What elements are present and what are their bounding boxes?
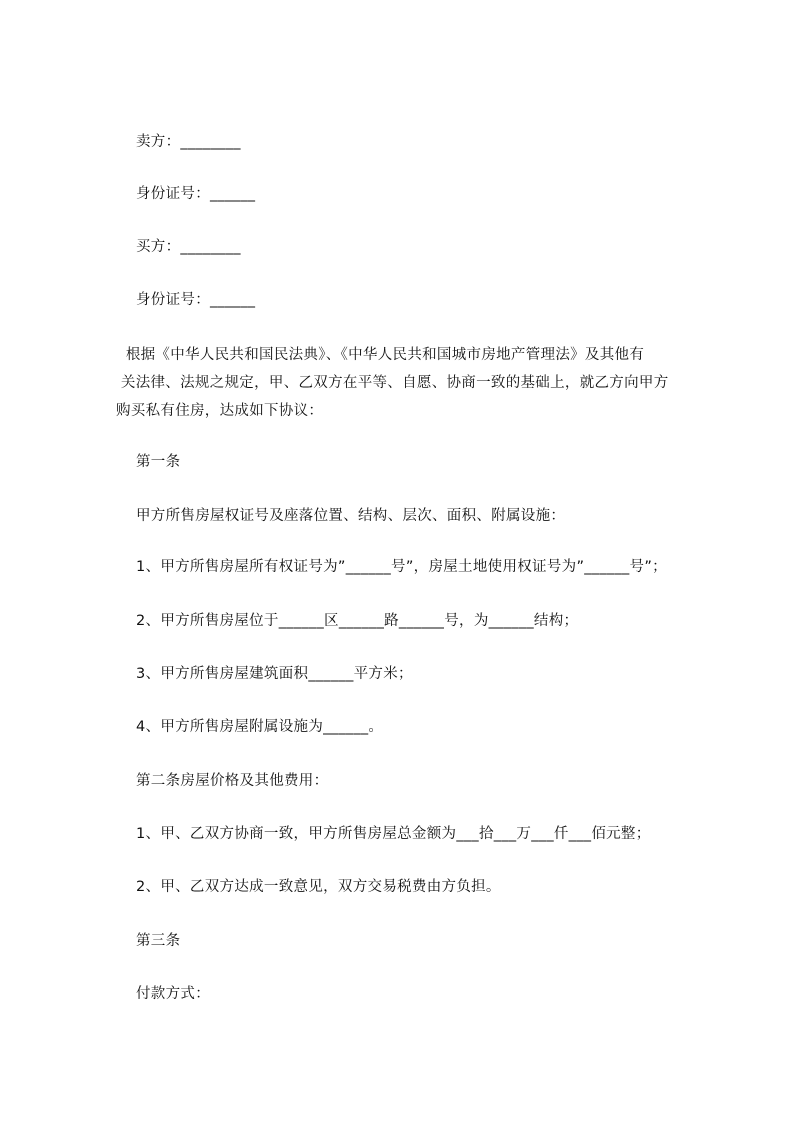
article3-heading: 第三条 [136, 933, 181, 949]
preamble-line: 关法律、法规之规定，甲、乙双方在平等、自愿、协商一致的基础上，就乙方向甲方 [116, 375, 669, 391]
article2-heading: 第二条房屋价格及其他费用： [136, 773, 329, 789]
article1-item: 2、甲方所售房屋位于______区______路______号，为______结构； [136, 613, 579, 629]
article2-item: 2、甲、乙双方达成一致意见，双方交易税费由方负担。 [136, 879, 501, 895]
buyer-line: 买方：________ [136, 239, 241, 255]
article1-intro: 甲方所售房屋权证号及座落位置、结构、层次、面积、附属设施： [136, 508, 566, 524]
article1-item: 3、甲方所售房屋建筑面积______平方米； [136, 666, 413, 682]
preamble-line: 购买私有住房，达成如下协议： [116, 403, 324, 419]
article1-heading: 第一条 [136, 454, 181, 470]
article2-item: 1、甲、乙双方协商一致，甲方所售房屋总金额为___拾___万___仟___佰元整； [136, 826, 651, 842]
article1-item: 4、甲方所售房屋附属设施为______。 [136, 719, 384, 735]
article1-item: 1、甲方所售房屋所有权证号为”______号”，房屋土地使用权证号为”______号”； [136, 559, 667, 575]
buyer-id-line: 身份证号：______ [136, 292, 256, 308]
seller-id-line: 身份证号：______ [136, 186, 256, 202]
seller-line: 卖方：________ [136, 134, 241, 150]
article3-intro: 付款方式： [136, 986, 210, 1002]
preamble-paragraph [116, 341, 716, 425]
preamble-line: 根据《中华人民共和国民法典》、《中华人民共和国城市房地产管理法》及其他有 [116, 347, 645, 363]
